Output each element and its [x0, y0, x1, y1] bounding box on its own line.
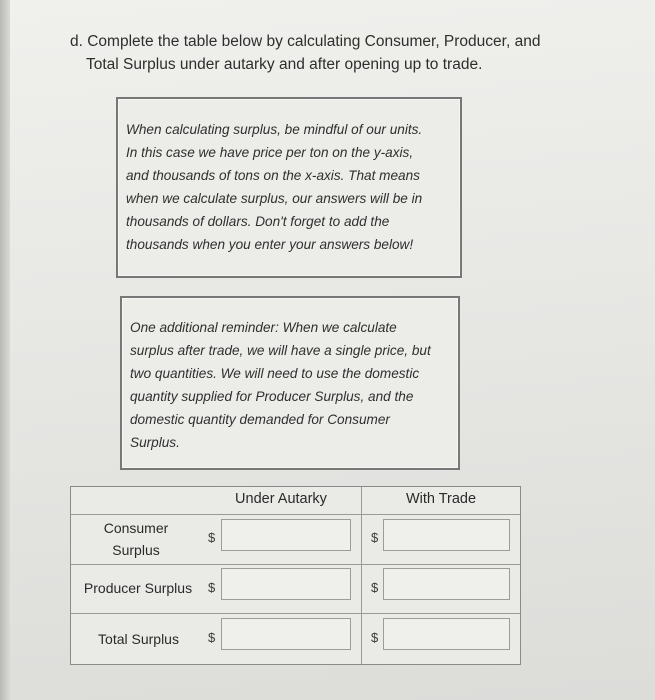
reminder-note-text: [130, 316, 455, 454]
reminder-note-line: One additional reminder: When we calculate: [130, 320, 397, 335]
row-label-line: Surplus: [112, 542, 160, 558]
dollar-sign: $: [208, 630, 216, 645]
row-label-consumer-surplus: [91, 517, 181, 561]
reminder-note-line: two quantities. We will need to use the domestic: [130, 366, 420, 381]
reminder-note-line: quantity supplied for Producer Surplus, and the: [130, 389, 414, 404]
dollar-sign: $: [208, 530, 216, 545]
row-label-total-surplus: Total Surplus: [98, 631, 179, 647]
reminder-note-line: domestic quantity demanded for Consumer: [130, 412, 390, 427]
dollar-sign: $: [371, 630, 379, 645]
units-note-line: thousands when you enter your answers below!: [126, 237, 414, 252]
table-divider: [71, 564, 520, 565]
column-header-autarky: Under Autarky: [235, 491, 327, 507]
instruction-heading: [70, 30, 570, 76]
producer-surplus-trade-input[interactable]: [383, 568, 510, 600]
table-divider: [361, 487, 362, 664]
column-header-trade: With Trade: [405, 491, 477, 507]
table-divider: [71, 613, 520, 614]
dollar-sign: $: [371, 530, 379, 545]
units-note-box: [116, 97, 462, 278]
page-shadow-edge: [0, 0, 10, 700]
instruction-line-2: Total Surplus under autarky and after opening up to trade.: [86, 56, 483, 73]
instruction-line-1: d. Complete the table below by calculating Consumer, Producer, and: [70, 33, 541, 50]
reminder-note-line: Surplus.: [130, 435, 180, 450]
units-note-line: when we calculate surplus, our answers will be in: [126, 191, 423, 206]
dollar-sign: $: [371, 580, 379, 595]
total-surplus-autarky-input[interactable]: [221, 618, 351, 650]
surplus-table: [70, 486, 521, 665]
total-surplus-trade-input[interactable]: [383, 618, 510, 650]
reminder-note-line: surplus after trade, we will have a single price, but: [130, 343, 431, 358]
row-label-line: Consumer: [103, 520, 169, 536]
units-note-line: In this case we have price per ton on the y-axis,: [126, 145, 414, 160]
units-note-line: thousands of dollars. Don't forget to add the: [126, 214, 390, 229]
units-note-line: and thousands of tons on the x-axis. That means: [126, 168, 420, 183]
consumer-surplus-autarky-input[interactable]: [221, 519, 351, 551]
units-note-text: [126, 118, 456, 256]
producer-surplus-autarky-input[interactable]: [221, 568, 351, 600]
consumer-surplus-trade-input[interactable]: [383, 519, 510, 551]
units-note-line: When calculating surplus, be mindful of our units.: [126, 122, 423, 137]
row-label-producer-surplus: Producer Surplus: [83, 580, 193, 596]
table-divider: [71, 514, 520, 515]
dollar-sign: $: [208, 580, 216, 595]
reminder-note-box: [120, 296, 460, 470]
